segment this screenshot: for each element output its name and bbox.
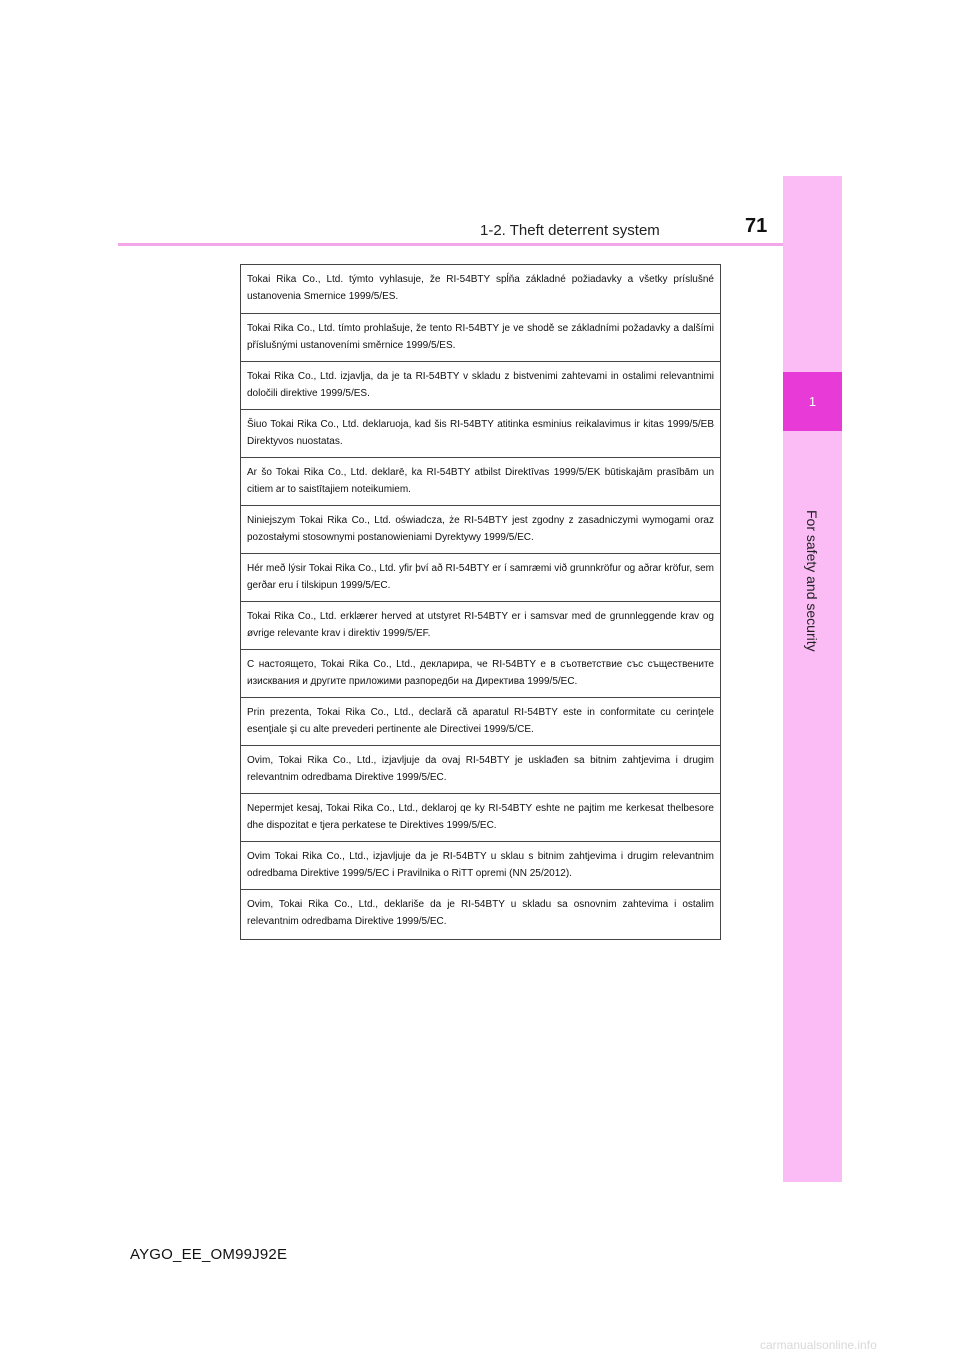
declaration-icelandic: Hér með lýsir Tokai Rika Co., Ltd. yfir því að RI-54BTY er í samræmi við grunnkröfur og aðrar kröfur, sem gerðar eru í tilskipun 1999/5/EC. [241,553,720,601]
section-title: 1-2. Theft deterrent system [480,222,660,239]
chapter-number: 1 [808,394,817,409]
declaration-albanian: Nepermjet kesaj, Tokai Rika Co., Ltd., deklaroj qe ky RI-54BTY eshte ne pajtim me kerkesat thelbesore dhe dispozitat e tjera perkatese te Direktives 1999/5/EC. [241,793,720,841]
manual-code: AYGO_EE_OM99J92E [130,1246,288,1263]
declaration-romanian: Prin prezenta, Tokai Rika Co., Ltd., declară că aparatul RI-54BTY este in conformitate cu cerinţele esenţiale şi cu alte prevederi pertinente ale Directivei 1999/5/CE. [241,697,720,745]
side-tab [783,176,842,1182]
chapter-title: For safety and security [804,510,820,652]
declaration-slovenian: Tokai Rika Co., Ltd. izjavlja, da je ta RI-54BTY v skladu z bistvenimi zahtevami in ostalimi relevantnimi določili direktive 1999/5/ES. [241,361,720,409]
declaration-slovak: Tokai Rika Co., Ltd. týmto vyhlasuje, že RI-54BTY spĺňa základné požiadavky a všetky príslušné ustanovenia Smernice 1999/5/ES. [247,274,714,302]
declaration-czech: Tokai Rika Co., Ltd. tímto prohlašuje, že tento RI-54BTY je ve shodě se základními požadavky a dalšími příslušnými ustanoveními směrnice 1999/5/ES. [241,313,720,361]
declaration-norwegian: Tokai Rika Co., Ltd. erklærer herved at utstyret RI-54BTY er i samsvar med de grunnleggende krav og øvrige relevante krav i direktiv 1999/5/EF. [241,601,720,649]
declaration-table [240,264,721,940]
declaration-bosnian: Ovim, Tokai Rika Co., Ltd., izjavljuje da ovaj RI-54BTY je usklađen sa bitnim zahtjevima i drugim relevantnim odredbama Direktive 1999/5/EC. [241,745,720,793]
declaration-lithuanian: Šiuo Tokai Rika Co., Ltd. deklaruoja, kad šis RI-54BTY atitinka esminius reikalavimus ir kitas 1999/5/EB Direktyvos nuostatas. [241,409,720,457]
declaration-croatian: Ovim Tokai Rika Co., Ltd., izjavljuje da je RI-54BTY u sklau s bitnim zahtjevima i drugim relevantnim odredbama Direktive 1999/5/EC i Pravilnika o RiTT opremi (NN 25/2012). [241,841,720,889]
header-divider [118,243,783,246]
chapter-number-box [783,372,842,431]
page-number: 71 [745,215,768,237]
watermark-text: carmanualsonline.info [760,1338,877,1352]
declaration-serbian: Ovim, Tokai Rika Co., Ltd., deklariše da je RI-54BTY u skladu sa osnovnim zahtevima i ostalim relevantnim odredbama Direktive 1999/5/EC. [241,889,720,937]
declaration-bulgarian: С настоящето, Tokai Rika Co., Ltd., декларира, че RI-54BTY е в съответствие със съществените изисквания и другите приложими разпоредби на Директива 1999/5/ЕС. [241,649,720,697]
declaration-latvian: Ar šo Tokai Rika Co., Ltd. deklarē, ka RI-54BTY atbilst Direktīvas 1999/5/EK būtiskajām prasībām un citiem ar to saistītajiem noteikumiem. [241,457,720,505]
declaration-polish: Niniejszym Tokai Rika Co., Ltd. oświadcza, że RI-54BTY jest zgodny z zasadniczymi wymogami oraz pozostałymi stosownymi postanowieniami Dyrektywy 1999/5/EC. [241,505,720,553]
